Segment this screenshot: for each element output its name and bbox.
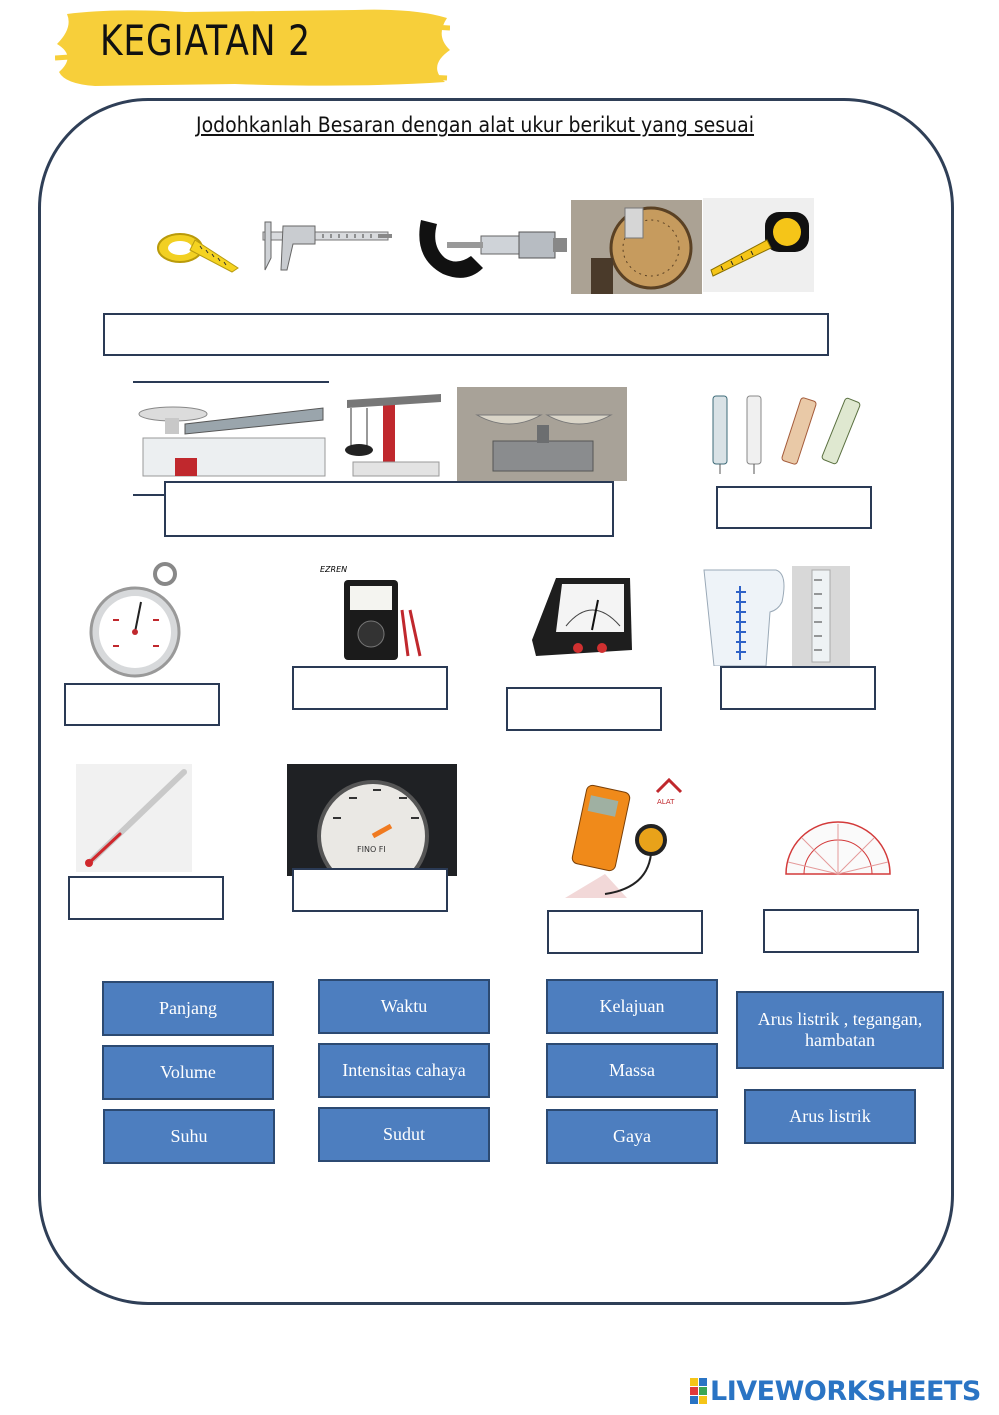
spring-scale-icon (705, 388, 885, 482)
speedometer-brand-label: FINO FI (357, 845, 386, 854)
multimeter-brand-label: EZREN (320, 565, 348, 574)
option-kelajuan[interactable]: Kelajuan (546, 979, 718, 1034)
answer-box-electric-current[interactable] (506, 687, 662, 731)
tape-measure-icon (150, 212, 242, 274)
pan-balance-icon (457, 387, 627, 481)
option-volume[interactable]: Volume (102, 1045, 274, 1100)
multimeter-icon (318, 560, 428, 664)
ammeter-icon (526, 570, 638, 678)
triple-beam-balance-icon (135, 398, 330, 486)
answer-box-multimeter[interactable] (292, 666, 448, 710)
answer-box-temperature[interactable] (68, 876, 224, 920)
stopwatch-icon (83, 560, 191, 678)
option-suhu[interactable]: Suhu (103, 1109, 275, 1164)
footer-brand: LIVEWORKSHEETS (710, 1375, 981, 1407)
divider-line-short (133, 494, 167, 496)
option-massa[interactable]: Massa (546, 1043, 718, 1098)
option-sudut[interactable]: Sudut (318, 1107, 490, 1162)
micrometer-icon (407, 198, 569, 292)
answer-box-force[interactable] (716, 486, 872, 529)
vernier-caliper-icon (253, 218, 393, 274)
ohaus-balance-icon (343, 388, 443, 480)
measuring-cup-icon (700, 566, 852, 666)
option-panjang[interactable]: Panjang (102, 981, 274, 1036)
dial-gauge-icon (571, 200, 702, 294)
answer-box-mass[interactable] (164, 481, 614, 537)
option-arus-tegangan-hambatan[interactable]: Arus listrik , tegangan, hambatan (736, 991, 944, 1069)
answer-box-light-intensity[interactable] (547, 910, 703, 954)
thermometer-icon (76, 764, 192, 872)
answer-box-speed[interactable] (292, 868, 448, 912)
liveworksheets-logo[interactable] (690, 1376, 981, 1406)
option-waktu[interactable]: Waktu (318, 979, 490, 1034)
option-gaya[interactable]: Gaya (546, 1109, 718, 1164)
lux-meter-icon (565, 778, 699, 906)
logo-blocks-icon (690, 1378, 707, 1404)
option-arus-listrik[interactable]: Arus listrik (744, 1089, 916, 1144)
lux-meter-brand-label: ALAT (657, 798, 675, 806)
answer-box-length[interactable] (103, 313, 829, 356)
option-intensitas-cahaya[interactable]: Intensitas cahaya (318, 1043, 490, 1098)
speedometer-icon (287, 764, 457, 876)
answer-box-volume[interactable] (720, 666, 876, 710)
instruction-text: Jodohkanlah Besaran dengan alat ukur berikut yang sesuai (196, 113, 755, 138)
answer-box-angle[interactable] (763, 909, 919, 953)
page-title: KEGIATAN 2 (100, 16, 311, 65)
answer-box-time[interactable] (64, 683, 220, 726)
divider-line (133, 381, 329, 383)
protractor-icon (782, 818, 894, 878)
roll-meter-icon (703, 198, 814, 292)
